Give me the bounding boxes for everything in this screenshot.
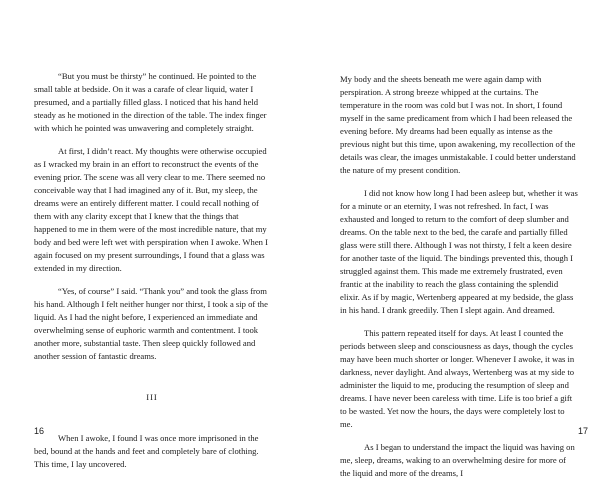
paragraph: This pattern repeated itself for days. At least I counted the periods between sleep and consciousness as days, though the cycles may have been much shorter or longer. Whenever I awoke, it was in darkness, never daylight. And always, Wertenberg was at my side to administer the liquid to me, producing the resumption of sleep and dreams. I have never been careless with time. Life is too brief a gift to be wasted. Yet now the hours, the days were completely lost to me.	[340, 328, 575, 429]
page-number-left: 16	[34, 426, 45, 436]
right-page	[300, 0, 600, 478]
left-page-text	[34, 70, 270, 471]
right-page-text	[340, 73, 578, 480]
paragraph: “Yes, of course” I said. “Thank you” and took the glass from his hand. Although I felt neither hunger nor thirst, I took a sip of the liquid. As I had the night before, I experienced an immediate and overwhelming sense of euphoric warmth and contentment. I took another more, substantial taste. Then sleep quickly followed and another session of fantastic dreams.	[34, 286, 268, 361]
paragraph: When I awoke, I found I was once more imprisoned in the bed, bound at the hands and feet and completely bare of clothing. This time, I lay uncovered.	[34, 433, 259, 469]
paragraph: As I began to understand the impact the liquid was having on me, sleep, dreams, waking to an overwhelming desire for more of the liquid and more of the dreams, I	[340, 442, 575, 478]
paragraph: At first, I didn’t react. My thoughts were otherwise occupied as I wracked my brain in an effort to reconstruct the events of the evening prior. The scene was all very clear to me. There seemed no conceivable way that I had imagined any of it. But, my sleep, the dreams were an entirely different matter. I could recall nothing of them with any clarity except that I knew that the things that happened to me in them were of the most incredible nature, that my body and bed were left wet with perspiration when I awoke. When I again focused on my present surroundings, I found that a glass was extended in my direction.	[34, 146, 268, 273]
paragraph: “But you must be thirsty” he continued. He pointed to the small table at bedside. On it was a carafe of clear liquid, water I presumed, and a partially filled glass. I noticed that his hand held steady as he motioned in the direction of the table. The index finger with which he pointed was unwavering and completely straight.	[34, 71, 267, 133]
chapter-heading: III	[146, 392, 158, 402]
paragraph: I did not know how long I had been asleep but, whether it was for a minute or an eternity, I was not refreshed. In fact, I was exhausted and longed to return to the comfort of deep slumber and dreams. On the table next to the bed, the carafe and partially filled glass were still there. Although I was not thirsty, I felt a keen desire for another taste of the liquid. The bindings prevented this, though I struggled against them. This made me extremely frustrated, even frantic at the inability to reach the glass containing the splendid elixir. As if by magic, Wertenberg appeared at my bedside, the glass in his hand. I drank greedily. Then I slept again. And dreamed.	[340, 188, 578, 315]
paragraph: My body and the sheets beneath me were again damp with perspiration. A strong breeze whipped at the curtains. The temperature in the room was cold but I was not. In short, I found myself in the same predicament from which I had been released the evening before. My dreams had been equally as intense as the previous night but this time, upon awakening, my recollection of the details was clear, the images unmistakable. I could better understand the nature of my present condition.	[340, 74, 576, 175]
left-page	[0, 0, 300, 469]
page-number-right: 17	[578, 426, 589, 436]
